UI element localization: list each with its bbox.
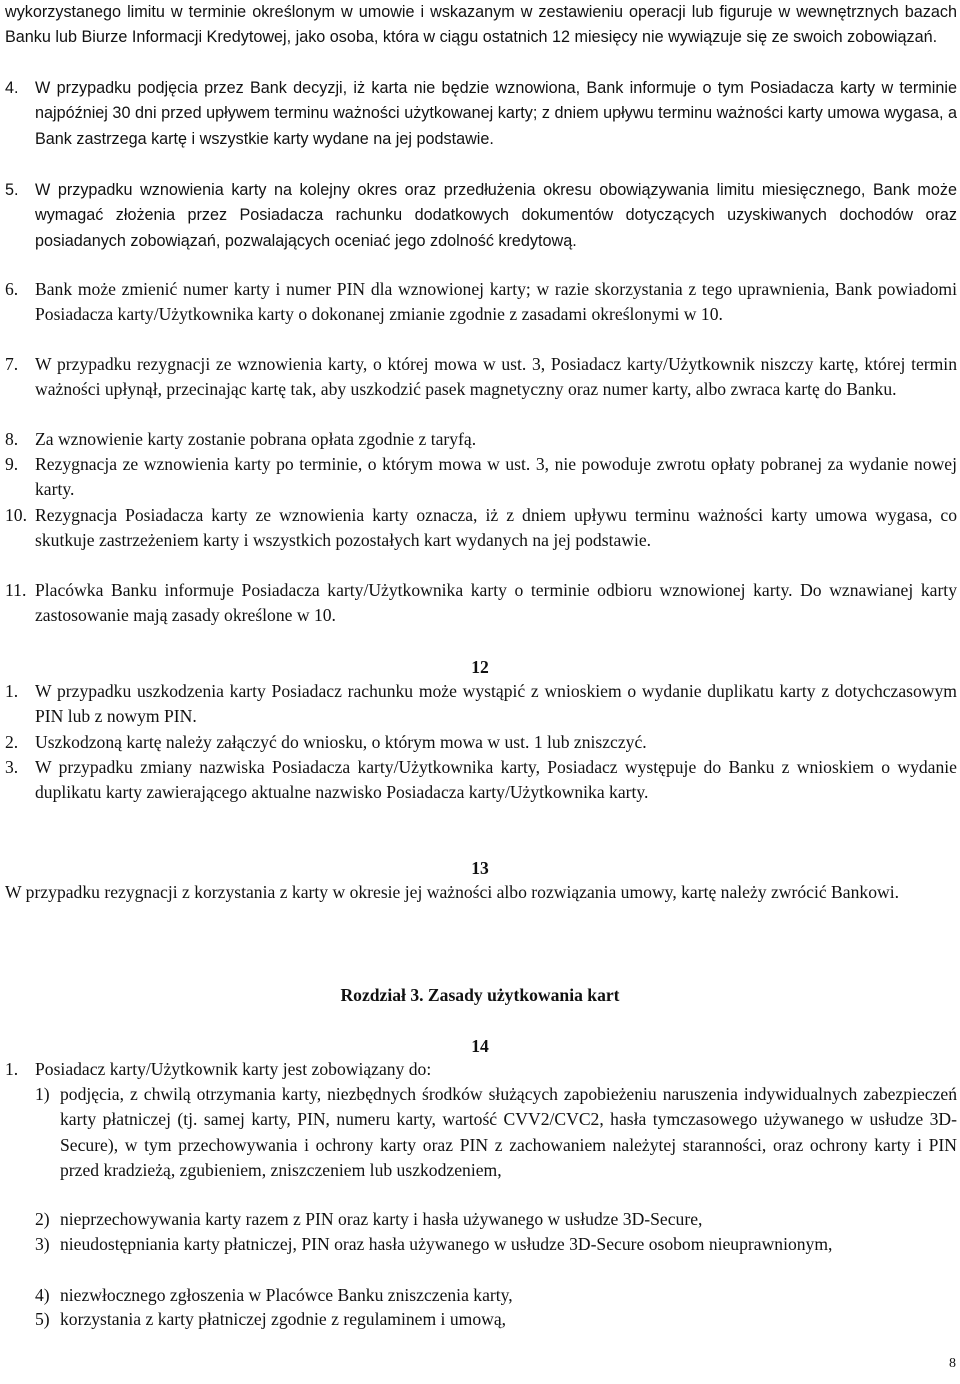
section-11-item-5 — [5, 178, 957, 254]
item-text: Za wznowienie karty zostanie pobrana opłata zgodnie z taryfą. — [35, 429, 477, 449]
item-number: 6. — [5, 279, 19, 299]
item-number: 4. — [5, 79, 19, 97]
section-11-item-10 — [5, 503, 957, 554]
section-13-heading: 13 — [471, 858, 489, 878]
subitem-text: korzystania z karty płatniczej zgodnie z regulaminem i umową, — [60, 1309, 507, 1329]
section-14-subitem-4 — [5, 1283, 957, 1308]
item-text: W przypadku uszkodzenia karty Posiadacz rachunku może wystąpić z wnioskiem o wydanie duplikatu karty z dotychczasowym PIN lub z nowym PIN. — [35, 681, 957, 727]
section-11-item-6 — [5, 277, 957, 328]
subitem-number: 3) — [35, 1234, 50, 1254]
item-number: 2. — [5, 732, 19, 752]
subitem-number: 1) — [35, 1084, 50, 1104]
subitem-number: 5) — [35, 1309, 50, 1329]
item-number: 11. — [5, 580, 27, 600]
subitem-number: 2) — [35, 1209, 50, 1229]
item-text: Uszkodzoną kartę należy załączyć do wniosku, o którym mowa w ust. 1 lub zniszczyć. — [35, 732, 647, 752]
section-12-item-3 — [5, 755, 957, 806]
section-14-item-1 — [5, 1057, 957, 1082]
section-12-heading: 12 — [471, 657, 489, 677]
item-text: W przypadku zmiany nazwiska Posiadacza karty/Użytkownika karty, Posiadacz występuje do Banku z wnioskiem o wydanie duplikatu karty zawierającego aktualne nazwisko Posiadacza karty/Użytkownika karty. — [35, 757, 957, 803]
item-number: 1. — [5, 681, 19, 701]
subitem-text: nieudostępniania karty płatniczej, PIN oraz hasła używanego w usłudze 3D-Secure osobom nieuprawnionym, — [60, 1234, 833, 1254]
item-text: Posiadacz karty/Użytkownik karty jest zobowiązany do: — [35, 1059, 432, 1079]
section-11-item-8 — [5, 427, 957, 452]
item-number: 1. — [5, 1059, 19, 1079]
section-14-subitem-3 — [5, 1232, 957, 1257]
section-14-subitem-5 — [5, 1307, 957, 1332]
subitem-text: podjęcia, z chwilą otrzymania karty, niezbędnych środków służących zapobieżeniu naruszenia indywidualnych zabezpieczeń karty płatniczej (tj. samej karty, PIN, numeru karty, wartość CVV2/CVC2, hasła tymczasowego używanego w usłudze 3D-Secure), w tym przechowywania i ochrony karty oraz PIN z zachowaniem należytej staranności, oraz ochrony karty i PIN przed kradzieżą, zgubieniem, zniszczeniem lub uszkodzeniem, — [60, 1084, 957, 1181]
section-12-item-1 — [5, 679, 957, 730]
section-11-item-11 — [5, 578, 957, 629]
item-text: Bank może zmienić numer karty i numer PIN dla wznowionej karty; w razie skorzystania z tego uprawnienia, Bank powiadomi Posiadacza karty/Użytkownika karty o dokonanej zmianie zgodnie z zasadami określonymi w 10. — [35, 279, 957, 325]
section-11-item-7 — [5, 352, 957, 403]
item-text: Rezygnacja ze wznowienia karty po terminie, o którym mowa w ust. 3, nie powoduje zwrotu opłaty pobranej za wydanie nowej karty. — [35, 454, 957, 500]
section-11-item-9 — [5, 452, 957, 503]
section-11-item-4 — [5, 76, 957, 152]
item-number: 7. — [5, 354, 19, 374]
subitem-text: nieprzechowywania karty razem z PIN oraz karty i hasła używanego w usłudze 3D-Secure, — [60, 1209, 703, 1229]
item-text: Placówka Banku informuje Posiadacza karty/Użytkownika karty o terminie odbioru wznowionej karty. Do wznawianej karty zastosowanie mają zasady określone w 10. — [35, 580, 957, 626]
section-14-subitem-1 — [5, 1082, 957, 1184]
section-12-item-2 — [5, 730, 957, 755]
chapter-title: Rozdział 3. Zasady użytkowania kart — [340, 985, 620, 1005]
item-number: 3. — [5, 757, 19, 777]
item-text: W przypadku wznowienia karty na kolejny okres oraz przedłużenia okresu obowiązywania limitu miesięcznego, Bank może wymagać złożenia przez Posiadacza rachunku dodatkowych dokumentów dotyczących uzyskiwanych dochodów oraz posiadanych zobowiązań, pozwalających oceniać jego zdolność kredytową. — [35, 181, 957, 250]
section-14-subitem-2 — [5, 1207, 957, 1232]
section-13-paragraph: W przypadku rezygnacji z korzystania z karty w okresie jej ważności albo rozwiązania umowy, kartę należy zwrócić Bankowi. — [5, 882, 899, 902]
item-number: 5. — [5, 181, 19, 199]
item-text: W przypadku rezygnacji ze wznowienia karty, o której mowa w ust. 3, Posiadacz karty/Użytkownik niszczy kartę, której termin ważności upłynął, przecinając kartę tak, aby uszkodzić pasek magnetyczny oraz numer karty, albo zwraca kartę do Banku. — [35, 354, 957, 400]
item-text: Rezygnacja Posiadacza karty ze wznowienia karty oznacza, iż z dniem upływu terminu ważności karty umowa wygasa, co skutkuje zastrzeżeniem karty i wszystkich pozostałych kart wydanych na jej podstawie. — [35, 505, 957, 551]
page-number: 8 — [949, 1356, 956, 1371]
item-number: 9. — [5, 454, 19, 474]
item-text: W przypadku podjęcia przez Bank decyzji, iż karta nie będzie wznowiona, Bank informuje o tym Posiadacza karty w terminie najpóźniej 30 dni przed upływem terminu ważności użytkowanej karty; z dniem upływu terminu ważności karty umowa wygasa, a Bank zastrzega kartę i wszystkie karty wydane na jej podstawie. — [35, 79, 957, 148]
item-number: 10. — [5, 505, 27, 525]
subitem-number: 4) — [35, 1285, 50, 1305]
item-number: 8. — [5, 429, 19, 449]
section-14-heading: 14 — [471, 1036, 489, 1056]
subitem-text: niezwłocznego zgłoszenia w Placówce Banku zniszczenia karty, — [60, 1285, 513, 1305]
continuation-paragraph: wykorzystanego limitu w terminie określonym w umowie i wskazanym w zestawieniu operacji lub figuruje w wewnętrznych bazach Banku lub Biurze Informacji Kredytowej, jako osoba, która w ciągu ostatnich 12 miesięcy nie wywiązuje się ze swoich zobowiązań. — [5, 3, 957, 47]
